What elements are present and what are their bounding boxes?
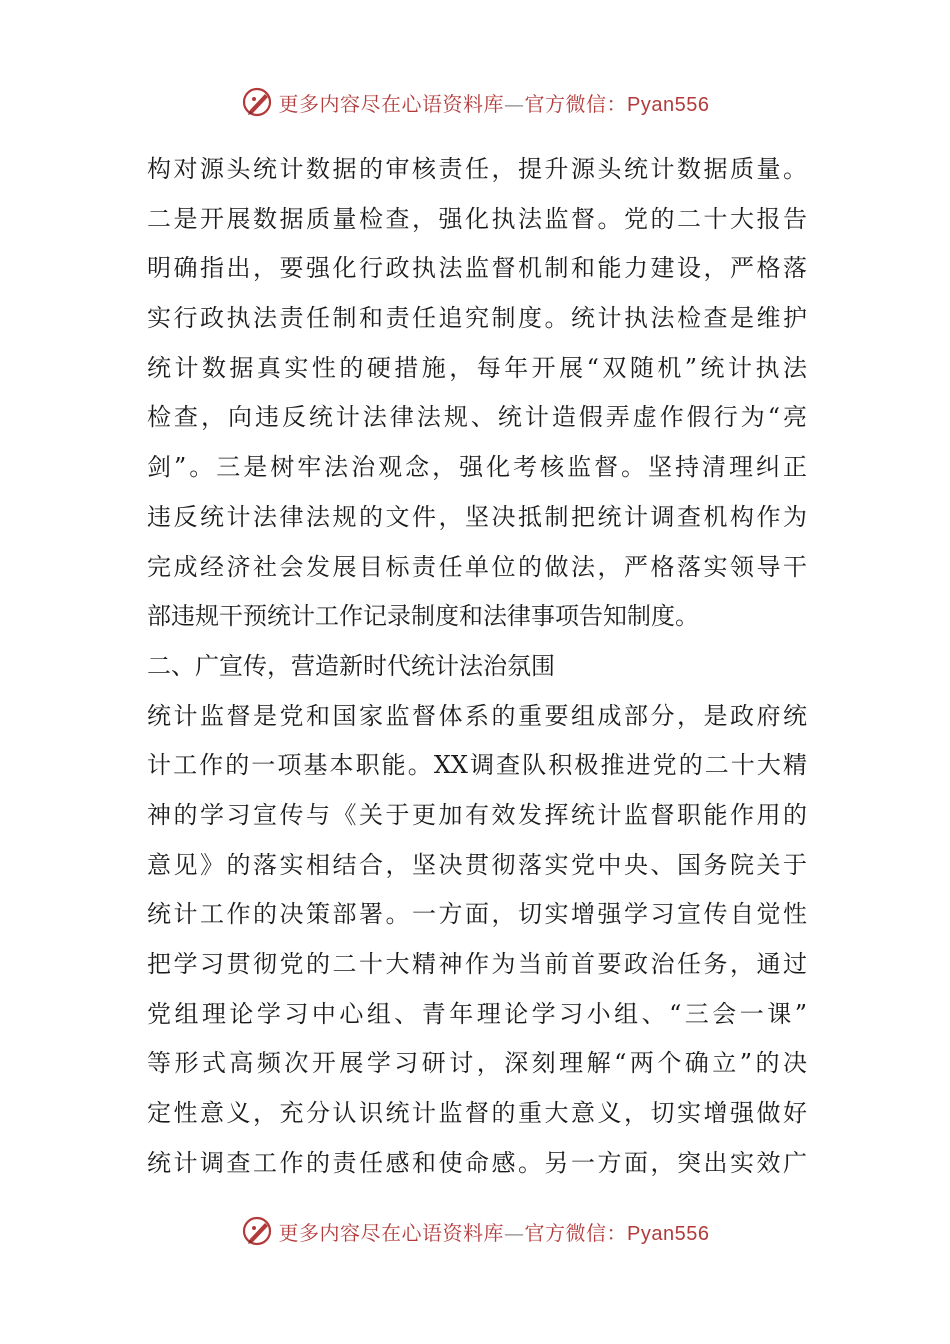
body-line: 部违规干预统计工作记录制度和法律事项告知制度。 [147,602,699,631]
body-line: 统计数据真实性的硬措施，每年开展“双随机”统计执法 [147,353,807,382]
section-heading: 二、广宣传，营造新时代统计法治氛围 [147,651,555,680]
footer-banner [0,1211,950,1251]
body-line: 构对源头统计数据的审核责任，提升源头统计数据质量。 [147,155,807,183]
body-line: 把学习贯彻党的二十大精神作为当前首要政治任务，通过 [147,950,807,978]
body-line: 党组理论学习中心组、青年理论学习小组、“三会一课” [147,999,807,1028]
body-line: 定性意义，充分认识统计监督的重大意义，切实增强做好 [147,1099,807,1128]
body-line: 统计工作的决策部署。一方面，切实增强学习宣传自觉性 [147,900,807,929]
header-banner [0,82,950,122]
banner-official-label: 官方微信： [524,91,628,116]
body-line: 意见》的落实相结合，坚决贯彻落实党中央、国务院关于 [147,850,807,879]
body-line: 二是开展数据质量检查，强化执法监督。党的二十大报告 [147,204,807,233]
banner-dash: — [504,91,525,116]
banner-official-label: 官方微信： [524,1220,628,1245]
banner-text [279,1217,710,1246]
body-line: 等形式高频次开展学习研讨，深刻理解“两个确立”的决 [147,1049,807,1078]
body-line: 统计调查工作的责任感和使命感。另一方面，突出实效广 [147,1148,807,1177]
document-body [147,145,807,1188]
pen-logo-icon [241,1214,275,1248]
banner-site-text: 更多内容尽在心语资料库 [278,1220,505,1245]
banner-wechat-id: Pyan556 [627,1222,710,1245]
banner-text [279,88,710,117]
body-line: 计工作的一项基本职能。XX调查队积极推进党的二十大精 [147,751,807,780]
body-line: 明确指出，要强化行政执法监督机制和能力建设，严格落 [147,254,807,283]
body-line: 检查，向违反统计法律法规、统计造假弄虚作假行为“亮 [147,403,807,432]
body-line: 统计监督是党和国家监督体系的重要组成部分，是政府统 [147,701,807,730]
body-line: 实行政执法责任制和责任追究制度。统计执法检查是维护 [147,304,807,333]
body-line: 剑”。三是树牢法治观念，强化考核监督。坚持清理纠正 [147,453,807,482]
banner-dash: — [504,1220,525,1245]
pen-logo-icon [241,85,275,119]
banner-site-text: 更多内容尽在心语资料库 [278,91,505,116]
banner-wechat-id: Pyan556 [627,93,710,116]
body-line: 违反统计法律法规的文件，坚决抵制把统计调查机构作为 [147,502,807,531]
body-line: 完成经济社会发展目标责任单位的做法，严格落实领导干 [147,552,807,581]
body-line: 神的学习宣传与《关于更加有效发挥统计监督职能作用的 [147,800,807,829]
